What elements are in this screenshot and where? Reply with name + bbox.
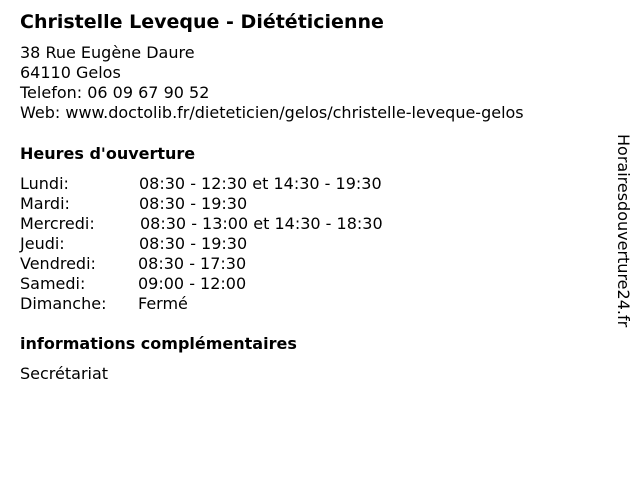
street-address: 38 Rue Eugène Daure (20, 43, 195, 62)
time-range: 09:00 - 12:00 (138, 274, 247, 293)
additional-info-heading: informations complémentaires (20, 334, 297, 353)
site-watermark: Horairesdouverture24.fr (614, 134, 633, 328)
time-range: 08:30 - 19:30 (139, 194, 248, 213)
page-title: Christelle Leveque - Diététicienne (20, 11, 384, 33)
day-label: Mardi: (20, 194, 70, 213)
day-label: Vendredi: (20, 254, 96, 273)
website: Web: www.doctolib.fr/dieteticien/gelos/christelle-leveque-gelos (20, 103, 524, 122)
phone-number: Telefon: 06 09 67 90 52 (20, 83, 210, 102)
time-range: 08:30 - 13:00 et 14:30 - 18:30 (140, 214, 383, 233)
opening-hours-heading: Heures d'ouverture (20, 144, 196, 163)
day-label: Samedi: (20, 274, 86, 293)
day-label: Dimanche: (20, 294, 107, 313)
city: 64110 Gelos (20, 63, 121, 82)
additional-info-text: Secrétariat (20, 364, 109, 383)
time-range: 08:30 - 12:30 et 14:30 - 19:30 (139, 174, 382, 193)
time-range: 08:30 - 19:30 (139, 234, 248, 253)
time-range: 08:30 - 17:30 (138, 254, 247, 273)
time-range: Fermé (138, 294, 188, 313)
day-label: Lundi: (20, 174, 69, 193)
day-label: Jeudi: (20, 234, 65, 253)
address-block (20, 43, 524, 123)
day-label: Mercredi: (20, 214, 95, 233)
